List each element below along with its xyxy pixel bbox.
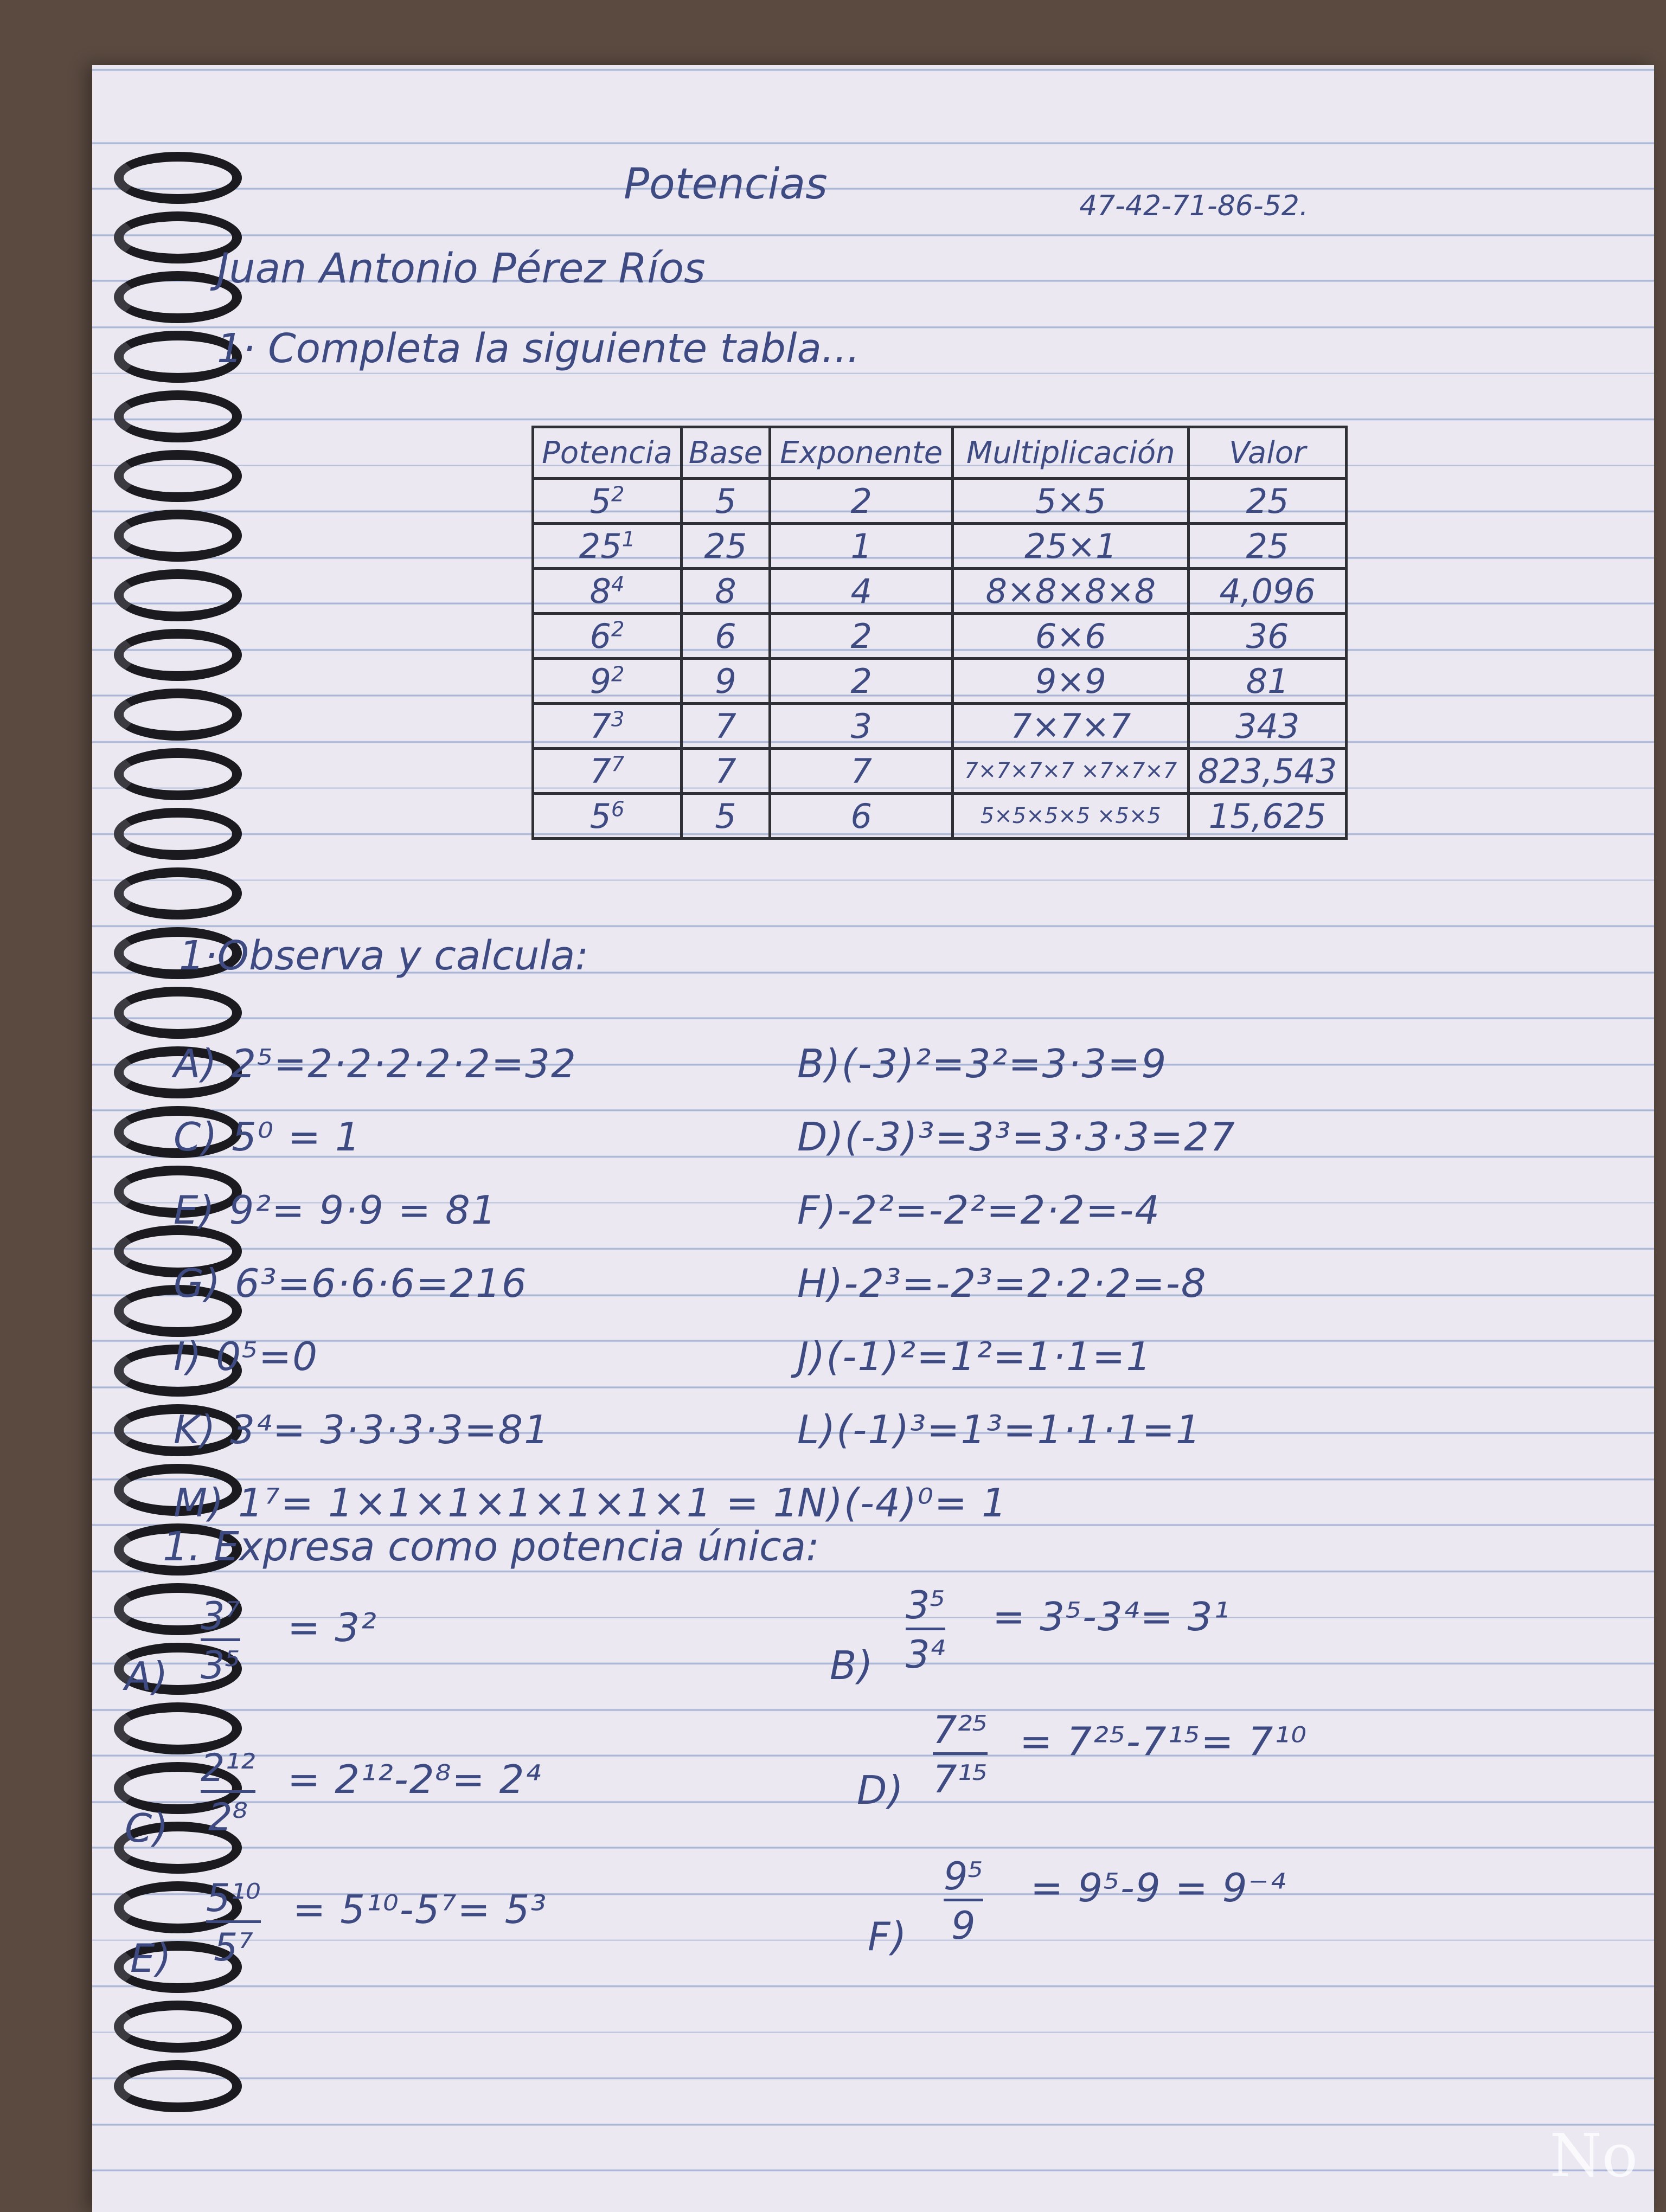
section-1-heading: 1· Completa la siguiente tabla... bbox=[217, 325, 860, 372]
fraction-label: B) bbox=[830, 1643, 874, 1688]
cell-exponent: 4 bbox=[770, 569, 953, 614]
exercise-line: H)-2³=-2³=2·2·2=-8 bbox=[797, 1261, 1207, 1306]
exercise-line: B)(-3)²=3²=3·3=9 bbox=[797, 1041, 1168, 1086]
fraction-result: = 3⁵-3⁴= 3¹ bbox=[992, 1594, 1231, 1639]
fraction-numerator: 3⁷ bbox=[201, 1594, 240, 1638]
cell-base: 7 bbox=[681, 749, 770, 794]
fraction-numerator: 2¹² bbox=[201, 1746, 255, 1790]
page-title: Potencias bbox=[624, 160, 828, 209]
fraction-denominator: 7¹⁵ bbox=[933, 1752, 988, 1802]
fraction-result: = 5¹⁰-5⁷= 5³ bbox=[293, 1887, 548, 1932]
table-row bbox=[533, 569, 1347, 614]
exercise-line: J)(-1)²=1²=1·1=1 bbox=[797, 1334, 1152, 1379]
fraction bbox=[201, 1594, 240, 1688]
cell-multiplication: 6×6 bbox=[953, 614, 1189, 659]
cell-power bbox=[533, 524, 682, 569]
cell-power bbox=[533, 749, 682, 794]
table-row bbox=[533, 479, 1347, 524]
spiral-ring bbox=[114, 2001, 242, 2053]
cell-exponent: 1 bbox=[770, 524, 953, 569]
power-exponent: 2 bbox=[611, 481, 625, 506]
fraction-denominator: 3⁵ bbox=[201, 1638, 240, 1688]
table-row bbox=[533, 749, 1347, 794]
cell-base: 7 bbox=[681, 704, 770, 749]
power-base: 5 bbox=[589, 796, 611, 836]
spiral-ring bbox=[114, 510, 242, 562]
power-exponent: 4 bbox=[611, 571, 625, 596]
powers-table bbox=[531, 426, 1348, 840]
fraction-numerator: 7²⁵ bbox=[933, 1708, 988, 1752]
power-base: 7 bbox=[589, 751, 611, 791]
cell-power bbox=[533, 704, 682, 749]
cell-base: 5 bbox=[681, 794, 770, 839]
cell-power bbox=[533, 479, 682, 524]
exercise-line: M) 1⁷= 1×1×1×1×1×1×1 = 1 bbox=[174, 1480, 799, 1526]
section-2-heading: 1·Observa y calcula: bbox=[179, 933, 589, 979]
exercise-line: E) 9²= 9·9 = 81 bbox=[174, 1187, 497, 1233]
table-row bbox=[533, 794, 1347, 839]
power-exponent: 2 bbox=[611, 661, 625, 686]
power-exponent: 2 bbox=[611, 616, 625, 641]
spiral-ring bbox=[114, 867, 242, 919]
power-base: 8 bbox=[589, 571, 611, 611]
cell-multiplication: 7×7×7 bbox=[953, 704, 1189, 749]
table-row bbox=[533, 614, 1347, 659]
cell-value: 4,096 bbox=[1189, 569, 1347, 614]
column-header: Base bbox=[681, 427, 770, 479]
cell-multiplication: 5×5×5×5 ×5×5 bbox=[953, 794, 1189, 839]
fraction bbox=[201, 1746, 255, 1840]
exercise-line: A) 2⁵=2·2·2·2·2=32 bbox=[174, 1041, 577, 1086]
fraction-label: F) bbox=[868, 1914, 908, 1959]
power-base: 7 bbox=[589, 706, 611, 746]
cell-base: 6 bbox=[681, 614, 770, 659]
spiral-ring bbox=[114, 987, 242, 1039]
cell-multiplication: 8×8×8×8 bbox=[953, 569, 1189, 614]
spiral-ring bbox=[114, 808, 242, 860]
spiral-ring bbox=[114, 748, 242, 800]
spiral-ring bbox=[114, 689, 242, 741]
column-header: Valor bbox=[1189, 427, 1347, 479]
exercise-line: F)-2²=-2²=2·2=-4 bbox=[797, 1187, 1161, 1233]
exercise-line: G) 6³=6·6·6=216 bbox=[174, 1261, 528, 1306]
corner-note: 47-42-71-86-52. bbox=[1079, 190, 1309, 222]
cell-power bbox=[533, 659, 682, 704]
fraction-denominator: 9 bbox=[944, 1899, 983, 1948]
cell-base: 8 bbox=[681, 569, 770, 614]
section-3-heading: 1. Expresa como potencia única: bbox=[163, 1523, 819, 1570]
cell-value: 36 bbox=[1189, 614, 1347, 659]
fraction bbox=[944, 1854, 983, 1948]
fraction-label: C) bbox=[125, 1805, 170, 1851]
cell-base: 5 bbox=[681, 479, 770, 524]
fraction-numerator: 3⁵ bbox=[906, 1583, 945, 1628]
exercise-line: I) 0⁵=0 bbox=[174, 1334, 319, 1379]
table-row bbox=[533, 704, 1347, 749]
cell-value: 25 bbox=[1189, 524, 1347, 569]
spiral-ring bbox=[114, 390, 242, 442]
cell-power bbox=[533, 569, 682, 614]
fraction-denominator: 3⁴ bbox=[906, 1628, 945, 1677]
exercise-line: L)(-1)³=1³=1·1·1=1 bbox=[797, 1407, 1202, 1452]
cell-exponent: 2 bbox=[770, 659, 953, 704]
fraction-numerator: 9⁵ bbox=[944, 1854, 983, 1899]
fraction bbox=[906, 1583, 945, 1677]
table-row bbox=[533, 524, 1347, 569]
student-name: Juan Antonio Pérez Ríos bbox=[217, 244, 706, 292]
cell-exponent: 3 bbox=[770, 704, 953, 749]
notebook-page bbox=[92, 65, 1654, 2212]
power-base: 6 bbox=[589, 616, 611, 656]
fraction-result: = 7²⁵-7¹⁵= 7¹⁰ bbox=[1020, 1719, 1308, 1764]
table-header-row bbox=[533, 427, 1347, 479]
cell-exponent: 7 bbox=[770, 749, 953, 794]
spiral-ring bbox=[114, 629, 242, 681]
fraction-result: = 9⁵-9 = 9⁻⁴ bbox=[1030, 1865, 1287, 1911]
cell-value: 343 bbox=[1189, 704, 1347, 749]
exercise-line: D)(-3)³=3³=3·3·3=27 bbox=[797, 1114, 1236, 1160]
cell-base: 9 bbox=[681, 659, 770, 704]
cell-multiplication: 5×5 bbox=[953, 479, 1189, 524]
power-exponent: 1 bbox=[621, 526, 636, 551]
cell-power bbox=[533, 794, 682, 839]
cell-base: 25 bbox=[681, 524, 770, 569]
fraction-numerator: 5¹⁰ bbox=[206, 1876, 261, 1920]
fraction-label: D) bbox=[857, 1767, 905, 1813]
column-header: Multiplicación bbox=[953, 427, 1189, 479]
table-row bbox=[533, 659, 1347, 704]
cell-multiplication: 25×1 bbox=[953, 524, 1189, 569]
cell-exponent: 6 bbox=[770, 794, 953, 839]
column-header: Potencia bbox=[533, 427, 682, 479]
power-exponent: 7 bbox=[611, 751, 625, 776]
page-mark: No bbox=[1549, 2121, 1638, 2190]
cell-exponent: 2 bbox=[770, 479, 953, 524]
spiral-ring bbox=[114, 450, 242, 502]
cell-value: 81 bbox=[1189, 659, 1347, 704]
fraction-label: E) bbox=[130, 1935, 172, 1981]
cell-multiplication: 9×9 bbox=[953, 659, 1189, 704]
fraction bbox=[206, 1876, 261, 1970]
cell-value: 823,543 bbox=[1189, 749, 1347, 794]
power-exponent: 6 bbox=[611, 796, 625, 821]
fraction-label: A) bbox=[125, 1654, 169, 1699]
exercise-line: C) 5⁰ = 1 bbox=[174, 1114, 361, 1160]
power-base: 25 bbox=[579, 526, 622, 566]
exercise-line: N)(-4)⁰= 1 bbox=[797, 1480, 1008, 1526]
cell-value: 15,625 bbox=[1189, 794, 1347, 839]
exercise-line: K) 3⁴= 3·3·3·3=81 bbox=[174, 1407, 550, 1452]
spiral-ring bbox=[114, 152, 242, 204]
cell-value: 25 bbox=[1189, 479, 1347, 524]
spiral-ring bbox=[114, 569, 242, 621]
fraction-result: = 2¹²-2⁸= 2⁴ bbox=[287, 1757, 542, 1802]
fraction-result: = 3² bbox=[287, 1605, 377, 1650]
power-exponent: 3 bbox=[611, 706, 625, 731]
cell-exponent: 2 bbox=[770, 614, 953, 659]
column-header: Exponente bbox=[770, 427, 953, 479]
fraction-denominator: 2⁸ bbox=[201, 1790, 255, 1840]
power-base: 5 bbox=[589, 481, 611, 521]
cell-multiplication: 7×7×7×7 ×7×7×7 bbox=[953, 749, 1189, 794]
spiral-ring bbox=[114, 2060, 242, 2112]
cell-power bbox=[533, 614, 682, 659]
power-base: 9 bbox=[589, 661, 611, 701]
fraction bbox=[933, 1708, 988, 1802]
fraction-denominator: 5⁷ bbox=[206, 1920, 261, 1970]
